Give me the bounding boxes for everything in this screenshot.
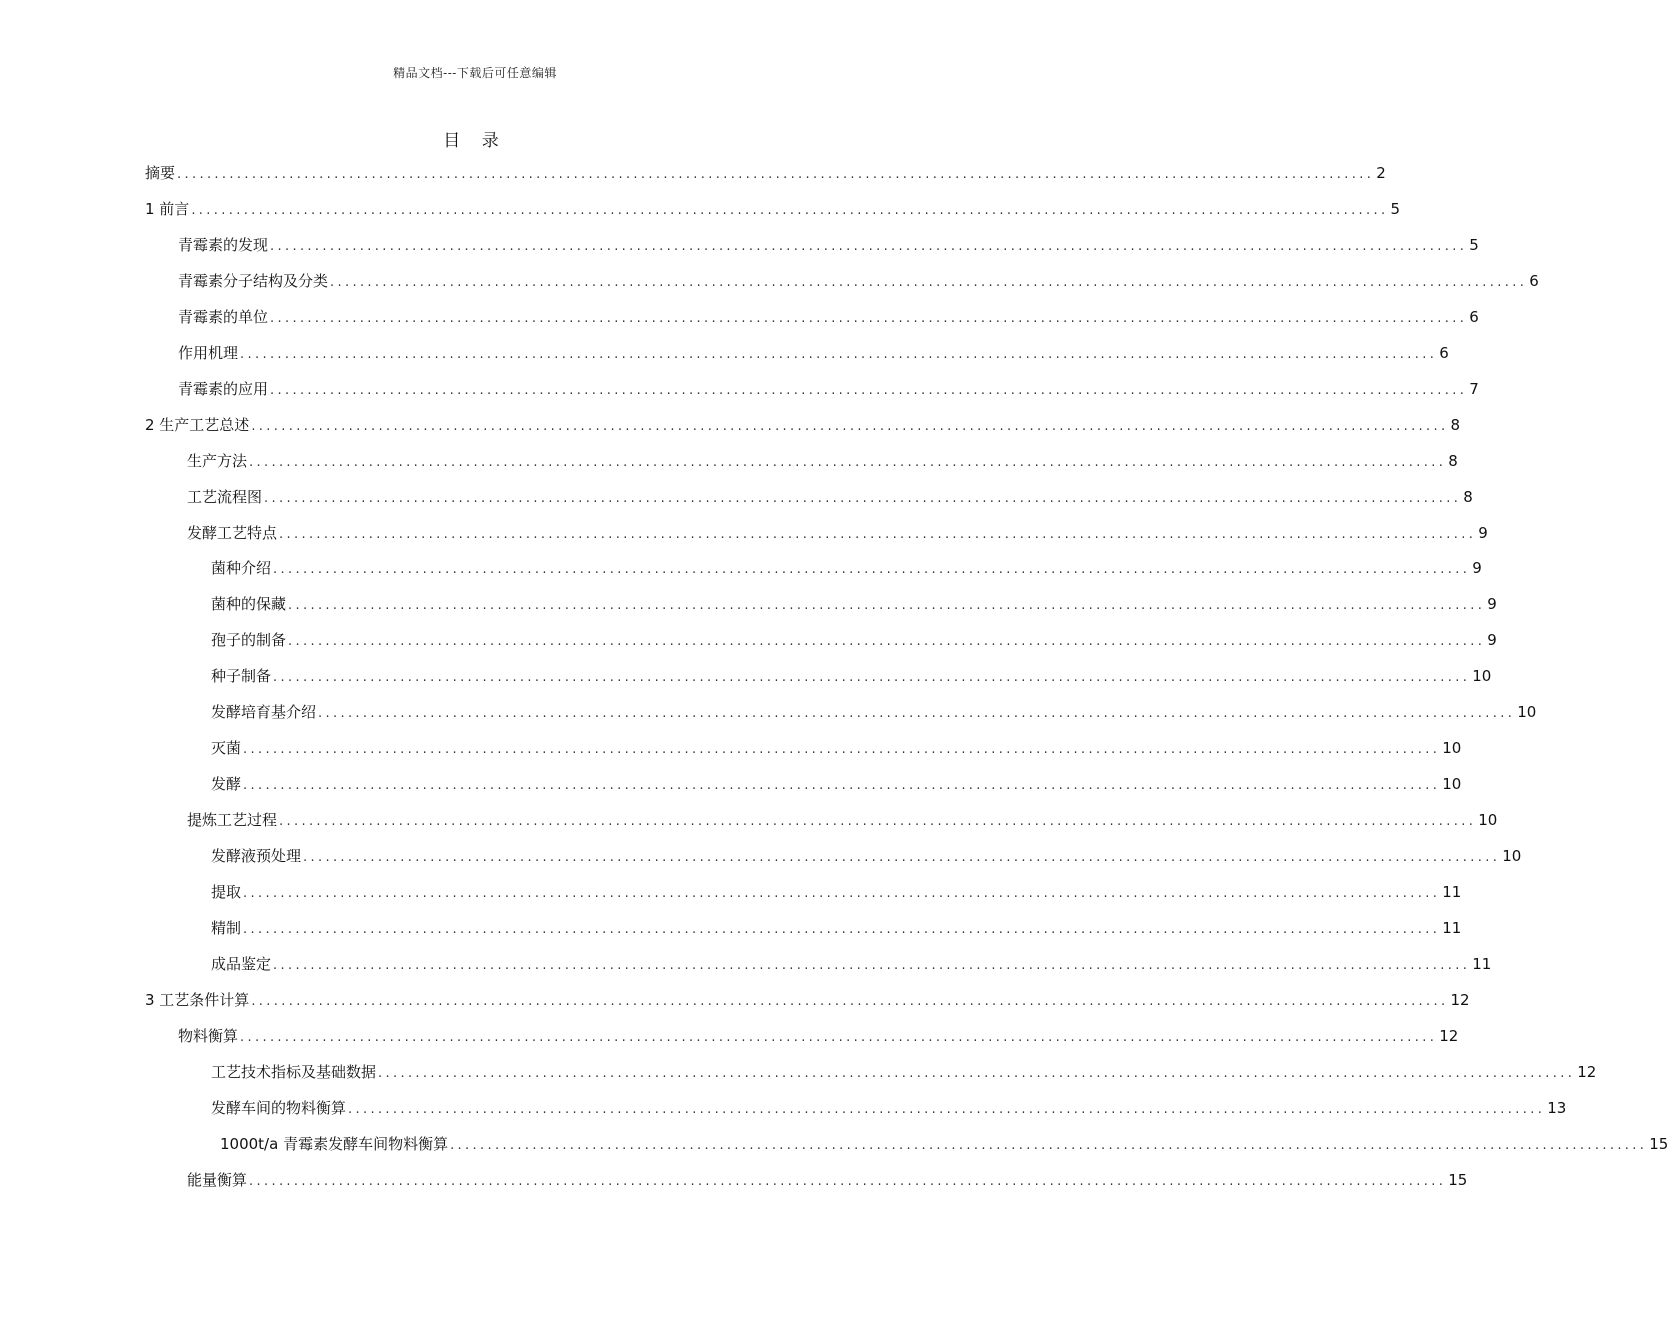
- toc-dot-leader: ................................................................................................................................................................: [378, 1065, 1576, 1081]
- toc-entry-page: 9: [1487, 595, 1497, 614]
- toc-dot-leader: ................................................................................................................................................................: [243, 778, 1441, 794]
- toc-entry-label: 发酵液预处理: [211, 847, 302, 866]
- toc-entry-label: 发酵车间的物料衡算: [211, 1098, 347, 1117]
- toc-entry[interactable]: [187, 520, 1488, 546]
- toc-entry-label: 提炼工艺过程: [187, 811, 278, 830]
- toc-entry-page: 9: [1478, 523, 1488, 542]
- toc-entry-page: 12: [1450, 990, 1470, 1009]
- toc-entry-label: 摘要: [145, 164, 176, 182]
- toc-entry-label: 精制: [211, 918, 242, 937]
- toc-entry-page: 11: [1442, 918, 1462, 937]
- toc-entry[interactable]: [211, 951, 1492, 977]
- toc-entry-page: 12: [1439, 1026, 1459, 1045]
- toc-entry[interactable]: [211, 591, 1497, 617]
- toc-entry-page: 9: [1487, 631, 1497, 650]
- toc-entry-page: 9: [1472, 559, 1482, 578]
- toc-entry-label: 青霉素的发现: [178, 235, 269, 254]
- toc-entry-page: 13: [1547, 1098, 1567, 1117]
- toc-entry-page: 10: [1442, 739, 1462, 758]
- toc-entry[interactable]: [211, 663, 1492, 689]
- toc-dot-leader: ................................................................................................................................................................: [251, 418, 1449, 434]
- toc-dot-leader: ................................................................................................................................................................: [450, 1137, 1648, 1153]
- toc-entry[interactable]: [178, 304, 1479, 330]
- toc-entry[interactable]: [145, 412, 1461, 438]
- toc-entry-label: 工艺流程图: [187, 487, 263, 506]
- toc-entry-label: 发酵: [211, 775, 242, 794]
- toc-entry[interactable]: [187, 484, 1473, 510]
- toc-dot-leader: ................................................................................................................................................................: [240, 1029, 1438, 1045]
- toc-entry[interactable]: [211, 1095, 1567, 1121]
- toc-entry-label: 作用机理: [178, 343, 239, 362]
- toc-dot-leader: ................................................................................................................................................................: [288, 634, 1486, 650]
- toc-entry-page: 10: [1478, 811, 1498, 830]
- toc-entry[interactable]: [145, 196, 1401, 222]
- toc-dot-leader: ................................................................................................................................................................: [318, 706, 1516, 722]
- page-header: 精品文档---下载后可任意编辑: [393, 66, 557, 80]
- toc-entry[interactable]: [187, 807, 1498, 833]
- toc-entry-label: 灭菌: [211, 739, 242, 758]
- toc-entry-label: 2 生产工艺总述: [145, 415, 250, 434]
- toc-dot-leader: ................................................................................................................................................................: [303, 850, 1501, 866]
- toc-entry[interactable]: [187, 1167, 1468, 1193]
- toc-entry-page: 11: [1472, 954, 1492, 973]
- toc-entry-label: 提取: [211, 883, 242, 901]
- toc-entry-page: 5: [1469, 235, 1479, 254]
- toc-entry-label: 1000t/a 青霉素发酵车间物料衡算: [220, 1134, 449, 1153]
- toc-entry-page: 6: [1529, 271, 1539, 290]
- toc-title: 目 录: [443, 131, 507, 151]
- toc-entry[interactable]: [187, 448, 1458, 474]
- toc-entry[interactable]: [211, 915, 1462, 941]
- toc-dot-leader: ................................................................................................................................................................: [177, 167, 1375, 182]
- toc-entry[interactable]: [145, 987, 1470, 1013]
- toc-dot-leader: ................................................................................................................................................................: [249, 454, 1447, 470]
- toc-dot-leader: ................................................................................................................................................................: [288, 598, 1486, 614]
- toc-entry-label: 能量衡算: [187, 1170, 248, 1189]
- toc-dot-leader: ................................................................................................................................................................: [240, 346, 1438, 362]
- toc-entry-label: 发酵培育基介绍: [211, 703, 317, 722]
- toc-dot-leader: ................................................................................................................................................................: [251, 993, 1449, 1009]
- toc-dot-leader: ................................................................................................................................................................: [348, 1101, 1546, 1117]
- toc-dot-leader: ................................................................................................................................................................: [243, 921, 1441, 937]
- toc-entry[interactable]: [211, 771, 1462, 797]
- toc-entry-label: 3 工艺条件计算: [145, 990, 250, 1009]
- toc-entry[interactable]: [178, 1023, 1459, 1049]
- toc-entry-page: 15: [1649, 1134, 1668, 1153]
- toc-entry[interactable]: [211, 699, 1537, 725]
- toc-dot-leader: ................................................................................................................................................................: [330, 274, 1528, 290]
- toc-entry[interactable]: [211, 735, 1462, 761]
- toc-dot-leader: ................................................................................................................................................................: [264, 490, 1462, 506]
- toc-entry-label: 发酵工艺特点: [187, 523, 278, 542]
- toc-entry[interactable]: [178, 232, 1479, 258]
- toc-entry[interactable]: [178, 376, 1479, 402]
- toc-entry-page: 8: [1463, 487, 1473, 506]
- toc-entry-label: 1 前言: [145, 199, 190, 218]
- toc-entry-label: 工艺技术指标及基础数据: [211, 1062, 377, 1081]
- toc-entry-page: 10: [1502, 847, 1522, 866]
- toc-entry-label: 孢子的制备: [211, 631, 287, 650]
- toc-dot-leader: ................................................................................................................................................................: [243, 742, 1441, 758]
- toc-dot-leader: ................................................................................................................................................................: [273, 670, 1471, 686]
- toc-entry[interactable]: [145, 160, 1386, 186]
- toc-entry-label: 青霉素的应用: [178, 379, 269, 398]
- toc-entry-page: 10: [1442, 775, 1462, 794]
- toc-entry-label: 生产方法: [187, 451, 248, 470]
- toc-entry[interactable]: [178, 340, 1449, 366]
- toc-entry-label: 青霉素分子结构及分类: [178, 271, 329, 290]
- toc-entry-label: 成品鉴定: [211, 954, 272, 973]
- toc-entry[interactable]: [211, 555, 1482, 581]
- toc-entry-page: 12: [1577, 1062, 1597, 1081]
- toc-entry-page: 7: [1469, 379, 1479, 398]
- toc-dot-leader: ................................................................................................................................................................: [270, 382, 1468, 398]
- toc-entry-page: 8: [1448, 451, 1458, 470]
- toc-dot-leader: ................................................................................................................................................................: [273, 957, 1471, 973]
- toc-entry[interactable]: [178, 268, 1539, 294]
- toc-entry[interactable]: [211, 627, 1497, 653]
- toc-entry[interactable]: [220, 1131, 1668, 1157]
- toc-entry-label: 物料衡算: [178, 1026, 239, 1045]
- toc-dot-leader: ................................................................................................................................................................: [273, 562, 1471, 578]
- toc-dot-leader: ................................................................................................................................................................: [243, 886, 1441, 901]
- toc-entry-page: 8: [1450, 415, 1461, 434]
- toc-entry-label: 菌种介绍: [211, 559, 272, 578]
- toc-entry-page: 11: [1442, 883, 1462, 901]
- toc-entry-page: 5: [1390, 199, 1401, 218]
- toc-dot-leader: ................................................................................................................................................................: [249, 1173, 1447, 1189]
- toc-entry-page: 10: [1517, 703, 1537, 722]
- toc-dot-leader: ................................................................................................................................................................: [270, 310, 1468, 326]
- toc-dot-leader: ................................................................................................................................................................: [279, 814, 1477, 830]
- toc-entry[interactable]: [211, 1059, 1597, 1085]
- toc-entry-label: 种子制备: [211, 667, 272, 686]
- toc-dot-leader: ................................................................................................................................................................: [270, 238, 1468, 254]
- toc-entry[interactable]: [211, 843, 1522, 869]
- toc-dot-leader: ................................................................................................................................................................: [191, 202, 1389, 218]
- toc-entry-label: 菌种的保藏: [211, 595, 287, 614]
- toc-entry-page: 6: [1469, 307, 1479, 326]
- toc-entry-page: 2: [1376, 164, 1386, 182]
- toc-entry-page: 15: [1448, 1170, 1468, 1189]
- toc-entry-page: 6: [1439, 343, 1449, 362]
- toc-entry-page: 10: [1472, 667, 1492, 686]
- toc-entry-label: 青霉素的单位: [178, 307, 269, 326]
- toc-dot-leader: ................................................................................................................................................................: [279, 526, 1477, 542]
- toc-entry[interactable]: [211, 879, 1462, 905]
